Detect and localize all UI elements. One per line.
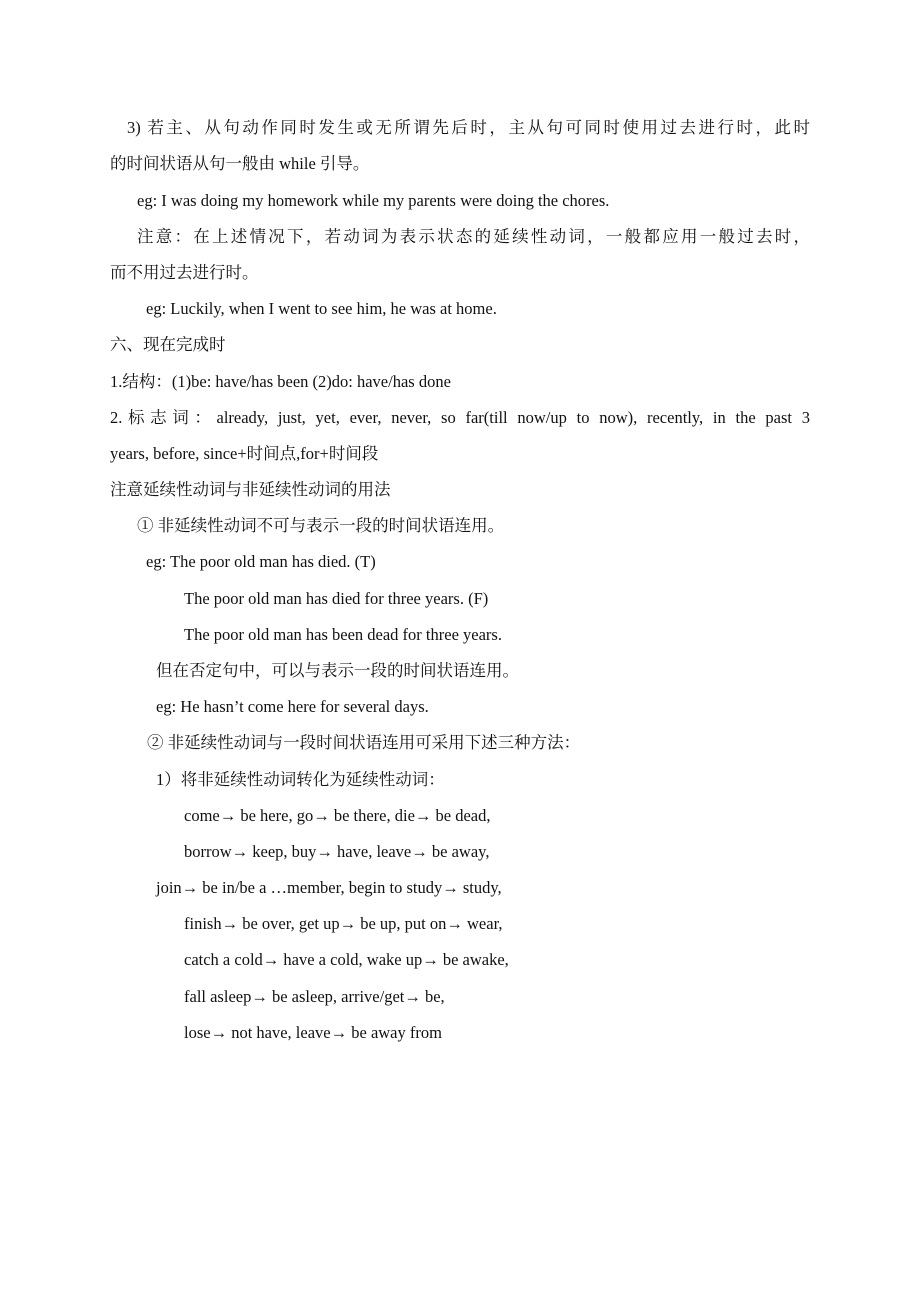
text-line: come→ be here, go→ be there, die→ be dead, <box>184 806 491 825</box>
text-line: 但在否定句中，可以与表示一段的时间状语连用。 <box>156 661 519 680</box>
text-line: 的时间状语从句一般由 while 引导。 <box>110 154 370 173</box>
text-line: 而不用过去进行时。 <box>110 263 259 282</box>
text-line: The poor old man has been dead for three years. <box>184 625 502 644</box>
text-line: ① 非延续性动词不可与表示一段的时间状语连用。 <box>137 516 505 535</box>
text-line: catch a cold→ have a cold, wake up→ be awake, <box>184 950 509 969</box>
text-line: 2.标志词：already, just, yet, ever, never, so far(till now/up to now), recently, in the past 3 <box>110 408 810 427</box>
text-line: 六、现在完成时 <box>110 335 226 354</box>
text-line: 注意：在上述情况下，若动词为表示状态的延续性动词，一般都应用一般过去时， <box>137 227 810 246</box>
text-line: lose→ not have, leave→ be away from <box>184 1023 442 1042</box>
text-line: join→ be in/be a …member, begin to study→ study, <box>156 878 502 897</box>
text-line: fall asleep→ be asleep, arrive/get→ be, <box>184 987 445 1006</box>
text-line: eg: He hasn’t come here for several days. <box>156 697 429 716</box>
text-line: ② 非延续性动词与一段时间状语连用可采用下述三种方法： <box>147 733 581 752</box>
text-line: 3) 若主、从句动作同时发生或无所谓先后时，主从句可同时使用过去进行时，此时 <box>127 118 810 137</box>
text-line: years, before, since+时间点,for+时间段 <box>110 444 379 463</box>
text-line: 1.结构：(1)be: have/has been (2)do: have/has done <box>110 372 451 391</box>
text-line: finish→ be over, get up→ be up, put on→ wear, <box>184 914 503 933</box>
text-line: eg: I was doing my homework while my parents were doing the chores. <box>137 191 610 210</box>
text-line: 注意延续性动词与非延续性动词的用法 <box>110 480 391 499</box>
text-line: eg: Luckily, when I went to see him, he was at home. <box>146 299 497 318</box>
text-line: eg: The poor old man has died. (T) <box>146 552 376 571</box>
text-line: The poor old man has died for three years. (F) <box>184 589 489 608</box>
text-line: 1）将非延续性动词转化为延续性动词： <box>156 770 445 789</box>
text-line: borrow→ keep, buy→ have, leave→ be away, <box>184 842 490 861</box>
